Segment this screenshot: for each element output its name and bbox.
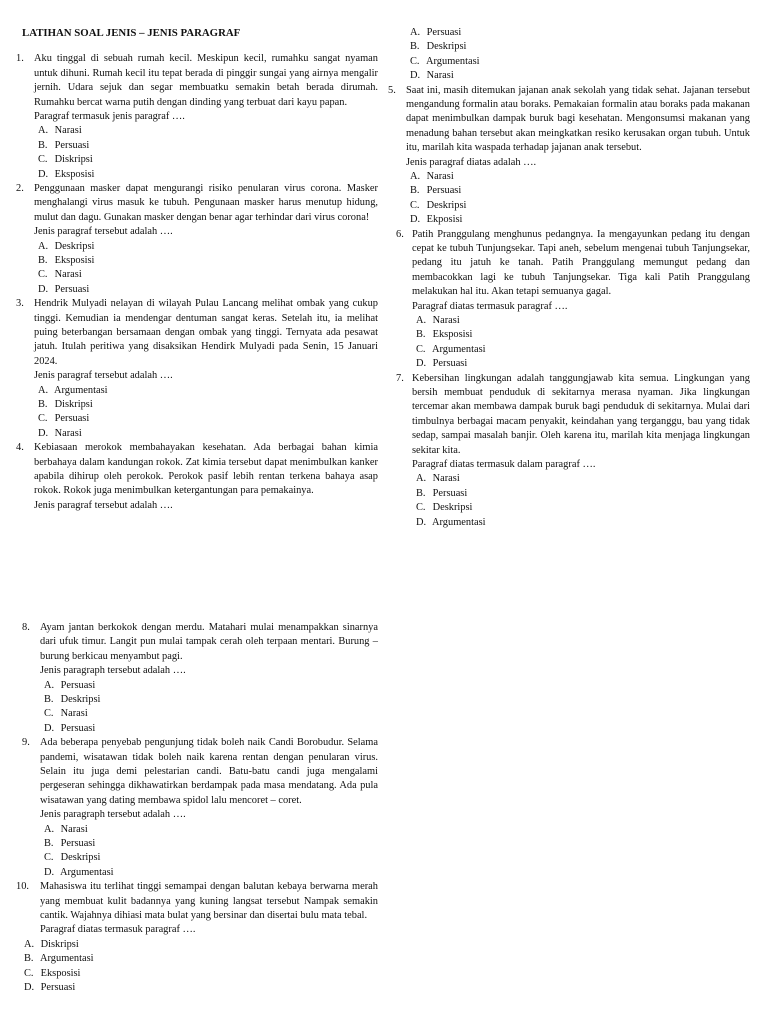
option-letter: A. <box>410 171 421 182</box>
option-text: Ekposisi <box>426 214 463 226</box>
option-text: Argumentasi <box>426 55 480 67</box>
option-list <box>406 170 750 228</box>
option-letter: D. <box>44 866 55 878</box>
option-letter: D. <box>416 358 427 370</box>
question-4-option-list <box>388 26 750 84</box>
option-c <box>44 851 378 865</box>
question-number: 8. <box>22 622 30 633</box>
option-letter: B. <box>24 953 34 965</box>
question-prompt: Paragraf diatas termasuk paragraf …. <box>412 300 568 312</box>
option-text: Narasi <box>60 823 88 835</box>
option-text: Narasi <box>432 473 460 485</box>
option-c <box>416 343 750 357</box>
option-a <box>44 823 378 837</box>
option-letter: B. <box>44 694 54 706</box>
option-letter: A. <box>416 315 427 326</box>
option-letter: A. <box>44 679 55 691</box>
option-text: Diskripsi <box>54 399 93 411</box>
option-b <box>416 328 750 342</box>
option-text: Persuasi <box>60 679 96 691</box>
option-text: Argumentasi <box>432 516 486 528</box>
question-number: 10. <box>16 881 29 893</box>
option-d <box>416 516 750 530</box>
option-c <box>38 412 378 426</box>
option-letter: C. <box>410 55 420 67</box>
option-b <box>410 40 750 54</box>
question-prompt: Paragraf termasuk jenis paragraf …. <box>34 111 185 123</box>
option-text: Deskripsi <box>54 240 95 252</box>
question-9 <box>22 736 378 880</box>
question-text: Ayam jantan berkokok dengan merdu. Matahari mulai menampakkan sinarnya dari ufuk timur. Langit pun mulai tampak cerah oleh terpaan mentari. Burung – burung berkicau menyambut pagi. <box>40 622 378 662</box>
bottom-column <box>16 621 378 995</box>
question-prompt: Paragraf diatas termasuk paragraf …. <box>40 924 196 936</box>
option-text: Persuasi <box>426 185 462 197</box>
question-number: 4. <box>16 442 24 454</box>
option-text: Persuasi <box>432 487 468 499</box>
option-text: Persuasi <box>54 139 90 151</box>
question-10 <box>16 880 378 995</box>
option-letter: D. <box>38 427 49 439</box>
option-letter: B. <box>44 838 54 850</box>
option-text: Persuasi <box>426 27 462 38</box>
question-text: Ada beberapa penyebab pengunjung tidak boleh naik Candi Borobudur. Selama pandemi, wisatawan tidak boleh naik karena rentan dengan penularan virus. Selain itu juga demi pelestarian candi. Batu-batu candi juga mengalami pergeseran sehingga dikhawatirkan berdampak pada masa mendatang. Ada pula wisatawan yang dating membawa spidol lalu mencoret – coret. <box>40 737 378 806</box>
option-text: Deskripsi <box>432 502 473 514</box>
question-1 <box>16 52 378 182</box>
question-prompt: Paragraf diatas termasuk dalam paragraf …. <box>412 459 596 470</box>
option-letter: B. <box>38 255 48 267</box>
question-number: 7. <box>396 372 404 384</box>
question-number: 1. <box>16 53 24 65</box>
option-letter: D. <box>410 214 421 226</box>
option-a <box>416 472 750 486</box>
option-letter: C. <box>24 967 34 979</box>
option-list <box>40 679 378 737</box>
option-d <box>410 213 750 227</box>
option-text: Deskripsi <box>60 852 101 864</box>
option-text: Narasi <box>432 315 460 326</box>
question-number: 3. <box>16 298 24 310</box>
option-text: Persuasi <box>54 283 90 295</box>
option-letter: B. <box>38 399 48 411</box>
option-text: Persuasi <box>432 358 468 370</box>
option-text: Deskripsi <box>426 199 467 211</box>
option-letter: B. <box>416 329 426 341</box>
option-text: Diskripsi <box>40 938 79 950</box>
option-letter: D. <box>38 283 49 295</box>
option-b <box>410 184 750 198</box>
option-text: Persuasi <box>54 413 90 425</box>
option-letter: C. <box>416 502 426 514</box>
question-8 <box>22 621 378 736</box>
option-text: Narasi <box>54 427 82 439</box>
question-text: Penggunaan masker dapat mengurangi risiko penularan virus corona. Masker menghalangi virus masuk ke tubuh. Pengunaan masker harus menutup hidung, mulut dan dagu. Gunakan masker dengan benar agar terhindar dari virus corona! <box>34 183 378 223</box>
option-letter: A. <box>44 823 55 835</box>
option-text: Eksposisi <box>54 168 95 180</box>
question-text: Saat ini, masih ditemukan jajanan anak sekolah yang tidak sehat. Jajanan tersebut mengandung formalin atau boraks. Pemakaian formalin atau boraks pada makanan dapat menimbulkan dampak buruk bagi kesehatan. Mengonsumsi makanan yang menadung bahan tersebut akan meingkatkan resiko kerusakan organ tubuh. Untuk itu, marilah kita waspada terhadap jajanan anak tersebut. <box>406 84 750 154</box>
question-text: Aku tinggal di sebuah rumah kecil. Meskipun kecil, rumahku sangat nyaman untuk dihuni. Rumah kecil itu tepat berada di pinggir sungai yang airnya mengalir jernih. Udara sejuk dan segar membuatku semakin betah berada dirumah. Rumahku bercat warna putih dengan dinding yang terbuat dari kayu papan. <box>34 53 378 108</box>
option-d <box>416 357 750 371</box>
question-prompt: Jenis paragraf tersebut adalah …. <box>34 499 173 511</box>
option-letter: B. <box>410 185 420 197</box>
option-d <box>410 69 750 83</box>
option-list <box>40 823 378 881</box>
option-letter: A. <box>38 384 49 396</box>
option-text: Deskripsi <box>426 41 467 53</box>
option-text: Narasi <box>426 171 454 182</box>
question-7 <box>388 372 750 530</box>
question-text: Mahasiswa itu terlihat tinggi semampai dengan balutan kebaya berwarna merah yang membuat kulit badannya yang kuning langsat tersebut Nampak semakin cantik. Wajahnya dihiasi mata bulat yang bersinar dan disertai bulu mata tebal. <box>40 881 378 921</box>
option-text: Argumentasi <box>54 384 108 396</box>
option-d <box>44 722 378 736</box>
question-number: 2. <box>16 183 24 194</box>
option-text: Eksposisi <box>432 329 473 341</box>
page-title: LATIHAN SOAL JENIS – JENIS PARAGRAF <box>22 27 241 39</box>
option-a <box>38 124 378 138</box>
option-letter: D. <box>44 722 55 734</box>
option-letter: A. <box>38 125 49 137</box>
question-text: Patih Pranggulang menghunus pedangnya. Ia mengayunkan pedang itu dengan cepat ke tubuh Tunjungsekar. Tapi aneh, sebelum mengenai tubuh Tanjungsekar, pedang itu jatuh ke tanah. Patih Pranggulang memungut pedang dan membacokkan lagi ke tubuh Tanjungsekar. Tiga kali Patih Pranggulang melakukan hal itu. Akan tetapi semuanya gagal. <box>412 228 750 298</box>
option-d <box>38 427 378 441</box>
option-a <box>416 314 750 328</box>
option-d <box>24 981 378 995</box>
option-b <box>38 398 378 412</box>
option-b <box>44 693 378 707</box>
option-letter: A. <box>38 240 49 252</box>
question-prompt: Jenis paragraf tersebut adalah …. <box>34 370 173 382</box>
option-letter: B. <box>416 487 426 499</box>
option-text: Argumentasi <box>432 343 486 355</box>
option-a <box>410 26 750 40</box>
question-number: 5. <box>388 84 396 96</box>
option-text: Diskripsi <box>54 154 93 166</box>
option-b <box>38 139 378 153</box>
option-letter: C. <box>38 413 48 425</box>
option-a <box>38 240 378 254</box>
option-text: Eksposisi <box>54 255 95 267</box>
option-a <box>38 384 378 398</box>
option-text: Narasi <box>54 269 82 281</box>
question-text: Kebiasaan merokok membahayakan kesehatan. Ada berbagai bahan kimia berbahaya dalam kandungan rokok. Zat kimia tersebut dapat menimbulkan kanker apabila dihirup oleh perokok. Perokok pasif lebih rentan terkena bahaya asap rokok. Rokok juga menimbulkan ketergantungan para pemakainya. <box>34 442 378 497</box>
option-letter: A. <box>410 27 421 38</box>
question-prompt: Jenis paragraph tersebut adalah …. <box>40 809 186 821</box>
option-c <box>416 501 750 515</box>
question-prompt: Jenis paragraph tersebut adalah …. <box>40 665 186 677</box>
option-c <box>410 199 750 213</box>
question-5 <box>388 84 750 228</box>
option-list <box>412 314 750 372</box>
option-text: Persuasi <box>60 838 96 850</box>
option-letter: C. <box>44 708 54 720</box>
option-c <box>38 268 378 282</box>
option-d <box>38 168 378 182</box>
option-c <box>38 153 378 167</box>
option-list <box>34 124 378 182</box>
option-c <box>24 967 378 981</box>
option-list <box>34 240 378 298</box>
option-letter: C. <box>38 269 48 281</box>
option-letter: C. <box>416 343 426 355</box>
option-letter: D. <box>24 981 35 993</box>
option-letter: C. <box>410 199 420 211</box>
option-text: Argumentasi <box>40 953 94 965</box>
option-text: Narasi <box>54 125 82 137</box>
option-text: Narasi <box>60 708 88 720</box>
option-d <box>44 866 378 880</box>
option-a <box>410 170 750 184</box>
option-b <box>44 837 378 851</box>
option-text: Persuasi <box>40 981 76 993</box>
option-b <box>38 254 378 268</box>
option-text: Argumentasi <box>60 866 114 878</box>
option-letter: D. <box>38 168 49 180</box>
option-letter: D. <box>416 516 427 528</box>
option-text: Deskripsi <box>60 694 101 706</box>
option-text: Eksposisi <box>40 967 81 979</box>
question-text: Hendrik Mulyadi nelayan di wilayah Pulau Lancang melihat ombak yang cukup tinggi. Kemudian ia mendengar dentuman sangat keras. Setelah itu, ia melihat puing beterbangan bersamaan dengan ombak yang tinggi. Ternyata ada pesawat jatuh. Itulah peritiwa yang disaksikan Hendirk Mulyadi pada Senin, 15 Januari 2024. <box>34 298 378 367</box>
option-list <box>20 938 378 996</box>
left-column <box>16 26 378 513</box>
question-2 <box>16 182 378 297</box>
option-c <box>44 707 378 721</box>
option-letter: C. <box>44 852 54 864</box>
option-list <box>412 472 750 530</box>
question-text: Kebersihan lingkungan adalah tanggungjawab kita semua. Lingkungan yang bersih membuat penduduk di sekitarnya merasa nyaman. Jika lingkungan tercemar akan membawa dampak buruk bagi penduduk di sekitarnya. Mulai dari timbulnya berbagai macam penyakit, keindahan yang terganggu, bau yang tidak sedap, sampai masalah banjir. Oleh karena itu, marilah kita menjaga lingkungan sekitar kita. <box>412 372 750 456</box>
question-6 <box>388 228 750 372</box>
option-letter: B. <box>410 41 420 53</box>
option-letter: A. <box>24 938 35 950</box>
option-b <box>416 487 750 501</box>
right-column <box>388 26 750 530</box>
option-a <box>44 679 378 693</box>
option-b <box>24 952 378 966</box>
option-letter: C. <box>38 154 48 166</box>
question-number: 6. <box>396 228 404 240</box>
option-c <box>410 55 750 69</box>
question-3 <box>16 297 378 441</box>
option-text: Persuasi <box>60 722 96 734</box>
question-prompt: Jenis paragraf tersebut adalah …. <box>34 226 173 238</box>
question-4 <box>16 441 378 513</box>
question-number: 9. <box>22 737 30 749</box>
option-a <box>24 938 378 952</box>
option-letter: D. <box>410 70 421 82</box>
option-d <box>38 283 378 297</box>
option-letter: B. <box>38 139 48 151</box>
option-list <box>34 384 378 442</box>
question-prompt: Jenis paragraf diatas adalah …. <box>406 156 537 168</box>
option-letter: A. <box>416 473 427 485</box>
option-text: Narasi <box>426 70 454 82</box>
